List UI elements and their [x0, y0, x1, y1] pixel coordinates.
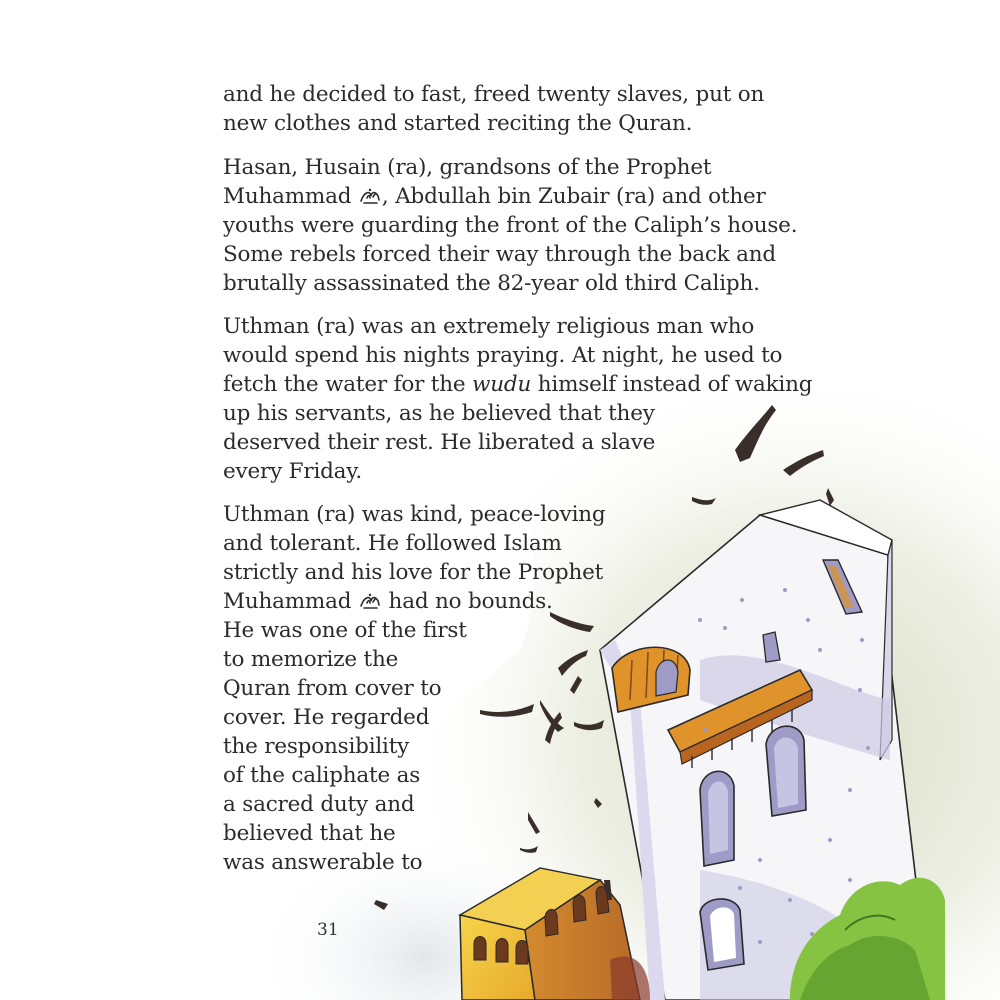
text-run: Quran from cover to	[223, 676, 442, 701]
text-run: Uthman (ra) was an extremely religious man who	[223, 314, 755, 339]
text-line	[223, 240, 797, 269]
text-run: was answerable to	[223, 850, 423, 875]
text-run: youths were guarding the front of the Caliph’s house.	[223, 213, 798, 238]
page-number: 31	[317, 920, 339, 940]
text-line	[223, 674, 605, 703]
text-line	[223, 616, 605, 645]
text-run: himself instead of waking	[531, 372, 813, 397]
text-line	[223, 428, 812, 457]
text-run: and tolerant. He followed Islam	[223, 531, 562, 556]
text-run: every Friday.	[223, 459, 363, 484]
text-line	[223, 269, 797, 298]
text-run: and he decided to fast, freed twenty slaves, put on	[223, 82, 765, 107]
text-line	[223, 399, 812, 428]
text-line	[223, 558, 605, 587]
text-line	[223, 80, 764, 109]
text-line	[223, 109, 764, 138]
text-run: would spend his nights praying. At night, he used to	[223, 343, 783, 368]
text-run: new clothes and started reciting the Quran.	[223, 111, 693, 136]
paragraph-4	[223, 500, 605, 877]
text-line	[223, 370, 812, 399]
text-run: fetch the water for the	[223, 372, 473, 397]
text-line	[223, 153, 797, 182]
text-line	[223, 587, 605, 616]
text-run: Muhammad	[223, 589, 358, 614]
text-run: brutally assassinated the 82-year old third Caliph.	[223, 271, 760, 296]
text-line	[223, 703, 605, 732]
text-line	[223, 312, 812, 341]
paragraph-3	[223, 312, 812, 486]
text-line	[223, 790, 605, 819]
text-run: to memorize the	[223, 647, 399, 672]
text-line	[223, 761, 605, 790]
text-line	[223, 500, 605, 529]
text-run: Uthman (ra) was kind, peace-loving	[223, 502, 606, 527]
text-run: believed that he	[223, 821, 396, 846]
paragraph-1	[223, 80, 764, 138]
pbuh-calligraphy-icon	[358, 185, 382, 205]
text-run: He was one of the first	[223, 618, 467, 643]
text-line	[223, 848, 605, 877]
pbuh-calligraphy-icon	[358, 590, 382, 610]
paragraph-2	[223, 153, 797, 298]
text-run: Some rebels forced their way through the back and	[223, 242, 776, 267]
text-run: , Abdullah bin Zubair (ra) and other	[381, 184, 766, 209]
text-line	[223, 341, 812, 370]
text-line	[223, 182, 797, 211]
text-run: had no bounds.	[381, 589, 553, 614]
text-run: the responsibility	[223, 734, 410, 759]
italic-term: wudu	[472, 372, 532, 397]
text-line	[223, 457, 812, 486]
text-line	[223, 645, 605, 674]
text-run: Hasan, Husain (ra), grandsons of the Prophet	[223, 155, 712, 180]
text-run: Muhammad	[223, 184, 358, 209]
text-line	[223, 529, 605, 558]
text-line	[223, 819, 605, 848]
text-run: strictly and his love for the Prophet	[223, 560, 604, 585]
text-run: cover. He regarded	[223, 705, 430, 730]
text-run: deserved their rest. He liberated a slave	[223, 430, 656, 455]
text-run: a sacred duty and	[223, 792, 415, 817]
text-run: up his servants, as he believed that they	[223, 401, 655, 426]
text-line	[223, 732, 605, 761]
text-line	[223, 211, 797, 240]
text-run: of the caliphate as	[223, 763, 421, 788]
